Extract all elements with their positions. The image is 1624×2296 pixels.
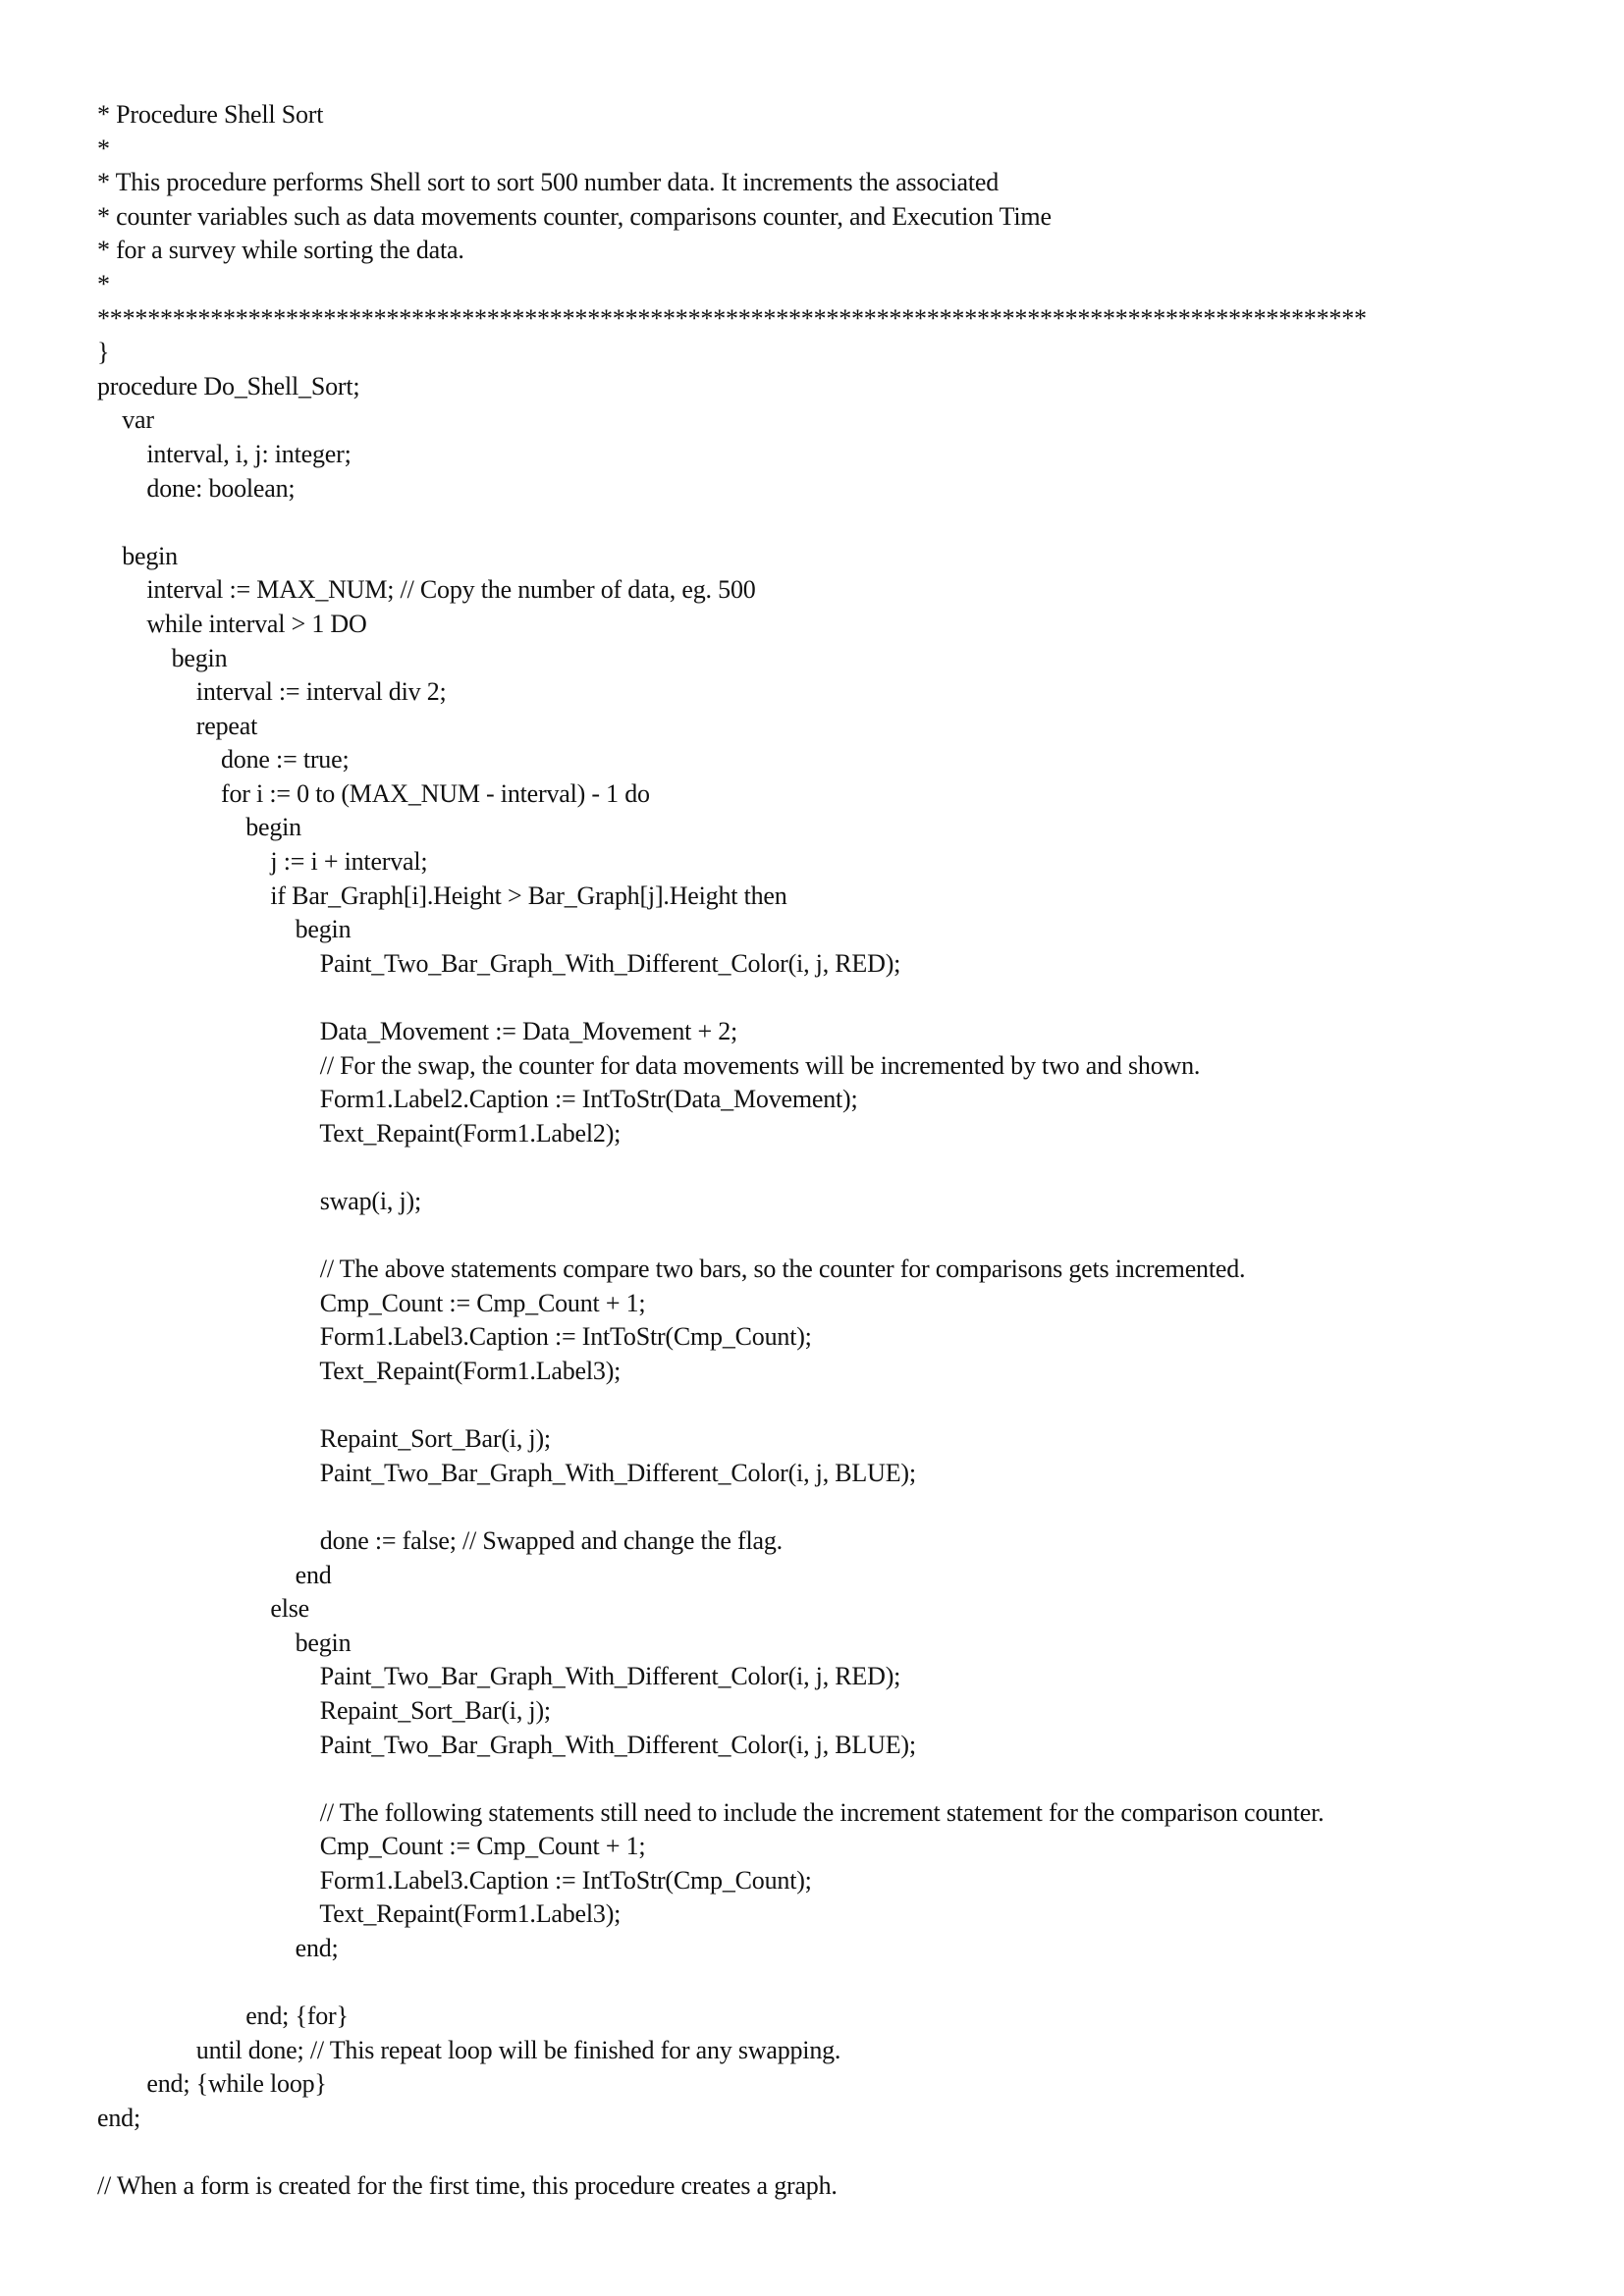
code-line: begin (97, 915, 352, 944)
code-line: procedure Do_Shell_Sort; (97, 371, 360, 400)
code-line: Form1.Label2.Caption := IntToStr(Data_Movement); (97, 1085, 858, 1114)
code-line: interval, i, j: integer; (97, 439, 352, 468)
code-line: * (97, 133, 110, 163)
code-line: done := false; // Swapped and change the flag. (97, 1525, 783, 1555)
code-line: until done; // This repeat loop will be finished for any swapping. (97, 2035, 841, 2064)
code-line (97, 981, 1570, 1015)
code-line: var (97, 405, 154, 435)
code-line (97, 1150, 1570, 1185)
code-line: Paint_Two_Bar_Graph_With_Different_Color(i, j, RED); (97, 1662, 901, 1691)
code-line: repeat (97, 711, 258, 740)
code-line: begin (97, 643, 228, 672)
code-line: Cmp_Count := Cmp_Count + 1; (97, 1832, 646, 1861)
code-line (97, 506, 1570, 540)
code-line: end (97, 1560, 332, 1589)
code-line: swap(i, j); (97, 1187, 422, 1215)
code-line: for i := 0 to (MAX_NUM - interval) - 1 do (97, 778, 650, 808)
code-line: * Procedure Shell Sort (97, 100, 324, 129)
code-line: begin (97, 541, 178, 570)
code-line: end; {while loop} (97, 2069, 327, 2099)
code-line (97, 2136, 1570, 2170)
code-line: Cmp_Count := Cmp_Count + 1; (97, 1288, 646, 1317)
code-line: Form1.Label3.Caption := IntToStr(Cmp_Count); (97, 1322, 812, 1352)
code-line: * counter variables such as data movements counter, comparisons counter, and Execution Time (97, 201, 1052, 231)
code-line: * (97, 269, 110, 298)
code-line: // The above statements compare two bars, so the counter for comparisons gets incremented. (97, 1255, 1246, 1284)
code-line: Repaint_Sort_Bar(i, j); (97, 1695, 551, 1725)
code-line: done: boolean; (97, 473, 296, 503)
code-line: end; {for} (97, 2002, 349, 2031)
code-line (97, 1389, 1570, 1423)
code-line: end; (97, 1934, 339, 1963)
code-line: * for a survey while sorting the data. (97, 236, 464, 265)
code-line: else (97, 1594, 310, 1624)
code-line: begin (97, 1628, 352, 1657)
code-line: Text_Repaint(Form1.Label3); (97, 1899, 622, 1929)
code-line: if Bar_Graph[i].Height > Bar_Graph[j].Height then (97, 881, 787, 910)
code-line: interval := MAX_NUM; // Copy the number of data, eg. 500 (97, 575, 756, 605)
code-line (97, 1966, 1570, 2001)
code-line (97, 1762, 1570, 1796)
code-line: Paint_Two_Bar_Graph_With_Different_Color(i, j, BLUE); (97, 1458, 916, 1487)
code-line: Text_Repaint(Form1.Label3); (97, 1356, 622, 1385)
code-line: end; (97, 2104, 140, 2133)
code-listing (97, 98, 1570, 2204)
code-line: * This procedure performs Shell sort to sort 500 number data. It increments the associated (97, 168, 1000, 197)
code-line: } (97, 338, 110, 367)
code-line: j := i + interval; (97, 847, 428, 877)
code-line: // When a form is created for the first time, this procedure creates a graph. (97, 2171, 838, 2201)
code-line: Paint_Two_Bar_Graph_With_Different_Color(i, j, RED); (97, 948, 901, 978)
code-line: while interval > 1 DO (97, 609, 367, 638)
code-line (97, 1219, 1570, 1254)
code-line: Data_Movement := Data_Movement + 2; (97, 1017, 738, 1046)
code-line: interval := interval div 2; (97, 677, 447, 707)
code-line: Paint_Two_Bar_Graph_With_Different_Color(i, j, BLUE); (97, 1730, 916, 1759)
code-line: Form1.Label3.Caption := IntToStr(Cmp_Count); (97, 1865, 812, 1895)
code-line: done := true; (97, 745, 350, 774)
code-line: ***************************************************************************************************** (97, 303, 1367, 333)
code-line: // The following statements still need to include the increment statement for the comparison counter. (97, 1797, 1325, 1827)
code-line: // For the swap, the counter for data movements will be incremented by two and shown. (97, 1050, 1201, 1080)
code-line: Repaint_Sort_Bar(i, j); (97, 1424, 551, 1454)
code-line (97, 1490, 1570, 1524)
code-line: begin (97, 813, 301, 842)
code-line: Text_Repaint(Form1.Label2); (97, 1118, 622, 1148)
